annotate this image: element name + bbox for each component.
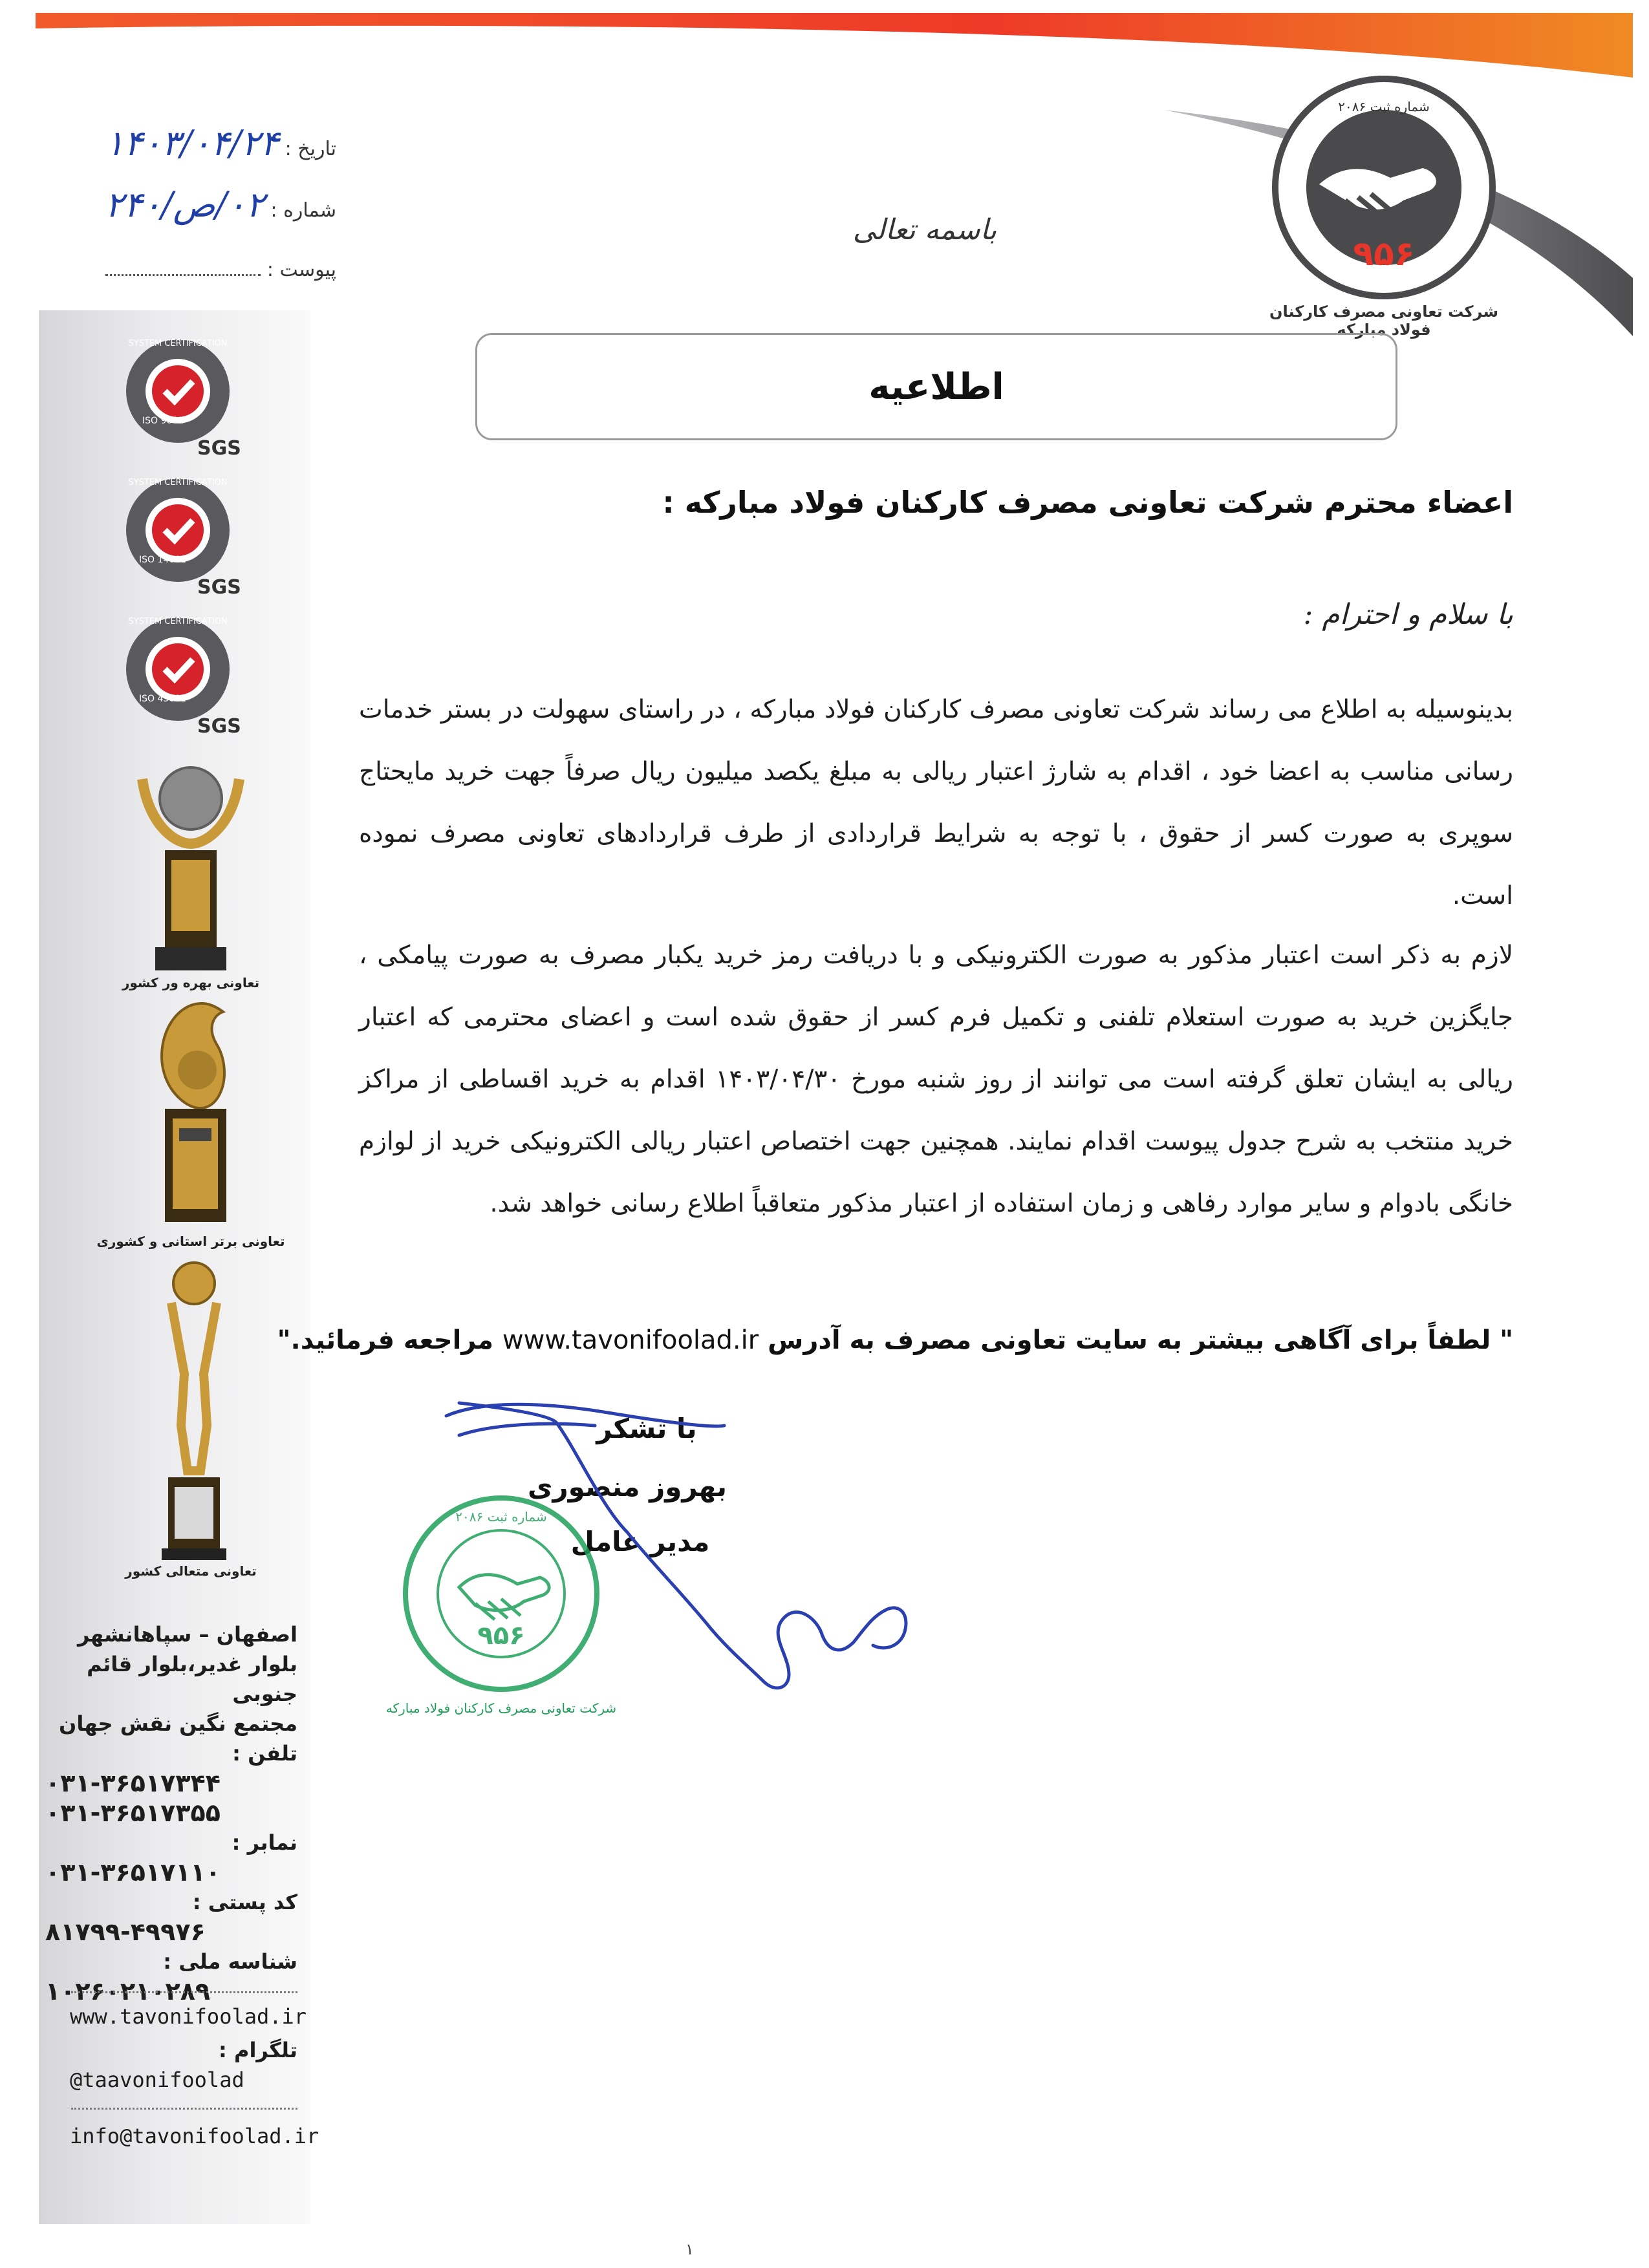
svg-text:SGS: SGS [197,715,241,738]
signer-title: مدیر عامل [570,1526,710,1557]
svg-text:SGS: SGS [197,437,241,460]
address-line-3: مجتمع نگین نقش جهان [59,1711,297,1736]
cert-iso-14001 [116,465,252,601]
company-stamp [398,1490,605,1697]
logo-company-name: شرکت تعاونی مصرف کارکنان فولاد مبارکه [1269,303,1499,339]
national-id: ۱۰۲۶۰۲۱۰۲۸۹ [45,1977,211,2006]
award-label-2: تعاونی برتر استانی و کشوری [96,1234,285,1249]
svg-text:SGS: SGS [197,576,241,599]
paragraph-2: لازم به ذکر است اعتبار مذکور به صورت الکترونیکی و با دریافت رمز خرید یکبار مصرف به صورت پیامکی ، جایگزین خرید به صورت استعلام تلفنی و تکمیل فرم کسر از حقوق شده است و اعضای محترمی که اعتبار ریالی به ایشان تعلق گرفته است می توانند از روز شنبه مورخ ۱۴۰۳/۰۴/۳۰ اقدام به خرید اقساطی از مراکز خرید منتخب به شرح جدول پیوست اقدام نمایند. همچنین جهت اختصاص اعتبار ریالی الکترونیکی خرید از لوازم خانگی بادوام و سایر موارد رفاهی و زمان استفاده از اعتبار مذکور متعاقباً اطلاع رسانی خواهد شد. [359,941,1513,1218]
postal-code: ۸۱۷۹۹-۴۹۹۷۶ [45,1918,206,1946]
address-line-2: بلوار غدیر،بلوار قائم جنوبی [87,1652,297,1706]
fax-number: ۰۳۱-۳۶۵۱۷۱۱۰ [45,1858,221,1887]
attachment-label: پیوست : [266,259,336,281]
fax-label: نمابر : [232,1830,297,1855]
phone-2: ۰۳۱-۳۶۵۱۷۳۵۵ [45,1799,221,1827]
svg-text:SYSTEM CERTIFICATION: SYSTEM CERTIFICATION [128,478,228,487]
trophy-globe-icon [136,753,246,973]
logo-mark: ۹۵۶ [1353,235,1415,273]
stamp-company-name: شرکت تعاونی مصرف کارکنان فولاد مبارکه [385,1700,617,1716]
addressee: اعضاء محترم شرکت تعاونی مصرف کارکنان فولاد مبارکه : [662,485,1513,520]
stamp-registration: شماره ثبت ۲۰۸۶ [455,1509,547,1524]
signer-name: بهروز منصوری [527,1471,727,1503]
number-label: شماره : [270,199,336,222]
stamp-mark: ۹۵۶ [477,1621,525,1651]
telegram-handle: @taavonifoolad [70,2068,244,2092]
cert-iso-9001 [116,326,252,462]
number-row [71,184,336,225]
date-value: ۱۴۰۳/۰۴/۲۴ [105,123,279,164]
telegram-label: تلگرام : [219,2038,297,2062]
svg-text:ISO 9001: ISO 9001 [142,416,184,426]
contact-divider-2 [71,2108,297,2110]
paragraph-1: بدینوسیله به اطلاع می رساند شرکت تعاونی مصرف کارکنان فولاد مبارکه ، در راستای سهولت در بستر خدمات رسانی مناسب به اعضا خود ، اقدام به شارژ اعتبار ریالی به مبلغ یکصد میلیون ریال صرفاً جهت خرید مایحتاج سوپری به صورت کسر از حقوق ، با توجه به شرایط قراردادی از طرف قراردادهای تعاونی مصرف نموده است. [359,695,1513,910]
award-label-3: تعاونی متعالی کشور [125,1563,257,1579]
svg-text:ISO 45001: ISO 45001 [139,694,187,704]
date-label: تاریخ : [285,138,336,160]
basmala: باسمه تعالی [852,213,997,246]
letter-title: اطلاعیه [868,365,1004,408]
title-box [475,333,1397,440]
address-line-1: اصفهان – سپاهانشهر [77,1622,297,1647]
award-label-1: تعاونی بهره ور کشور [122,975,260,990]
greeting: با سلام و احترام : [1303,598,1513,631]
sidebar-website: www.tavonifoolad.ir [70,2004,307,2029]
national-id-label: شناسه ملی : [163,1949,297,1974]
phone-1: ۰۳۱-۳۶۵۱۷۳۴۴ [45,1769,221,1797]
svg-text:SYSTEM CERTIFICATION: SYSTEM CERTIFICATION [128,339,228,348]
svg-text:ISO 14001: ISO 14001 [139,555,187,565]
website-notice [277,1325,1513,1355]
trophy-paisley-icon [146,999,242,1232]
postal-label: کد پستی : [192,1890,297,1914]
number-value: ۰۲/ص/۲۴۰ [105,184,264,225]
attachment-dots [105,273,261,276]
contact-block [45,1620,297,2006]
website-notice-url[interactable]: www.tavonifoolad.ir [502,1325,759,1355]
phone-label: تلفن : [232,1741,297,1766]
thanks-text: با تشکر [596,1413,697,1444]
email-address: info@tavonifoolad.ir [70,2124,319,2148]
company-logo [1267,71,1500,304]
trophy-figure-icon [146,1257,242,1561]
svg-text:SYSTEM CERTIFICATION: SYSTEM CERTIFICATION [128,617,228,626]
contact-divider-1 [71,1991,297,1993]
logo-registration: شماره ثبت ۲۰۸۶ [1338,99,1430,114]
date-row [71,123,336,164]
website-notice-end: مراجعه فرمائید." [277,1325,493,1355]
attachment-row [71,259,336,281]
page-number: ۱ [685,2240,694,2258]
cert-iso-45001 [116,604,252,740]
website-notice-start: " لطفاً برای آگاهی بیشتر به سایت تعاونی مصرف به آدرس [768,1325,1513,1355]
